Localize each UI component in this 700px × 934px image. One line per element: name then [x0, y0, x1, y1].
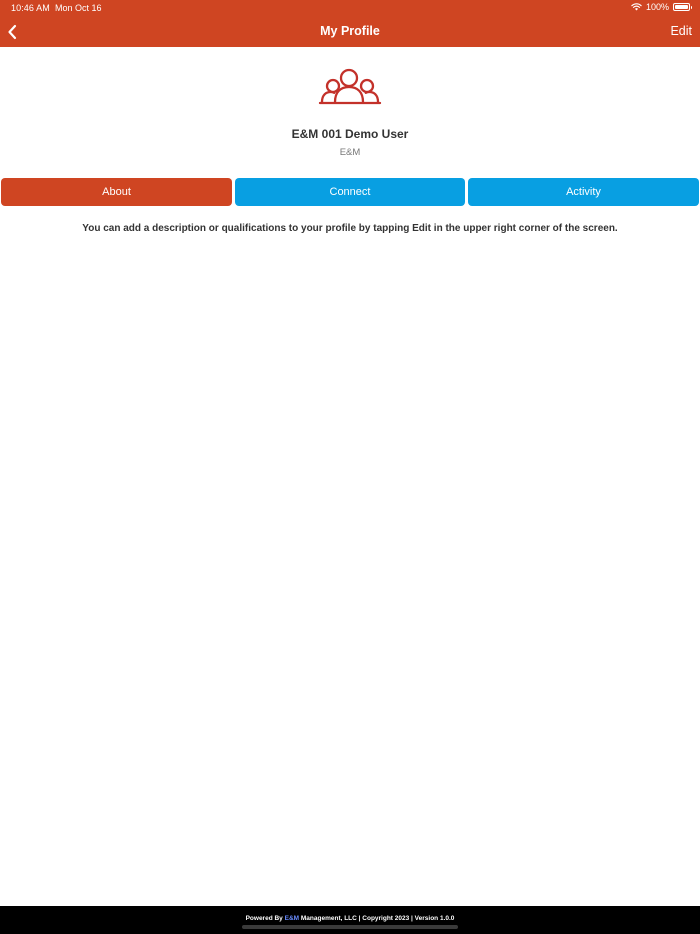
users-group-icon [318, 66, 382, 110]
battery-percent: 100% [645, 2, 669, 12]
footer-company-rest: Management, LLC | Copyright 2023 | Version 1.0.0 [300, 915, 455, 922]
status-date: Mon Oct 16 [55, 3, 102, 13]
battery-icon [673, 3, 690, 11]
edit-button[interactable]: Edit [670, 24, 692, 38]
tab-about[interactable]: About [1, 178, 232, 206]
status-indicators [631, 2, 690, 12]
page-title: My Profile [320, 24, 380, 38]
status-time: 10:46 AM [11, 3, 50, 13]
tab-activity[interactable]: Activity [468, 178, 699, 206]
profile-name: E&M 001 Demo User [291, 127, 409, 141]
about-description: You can add a description or qualifications to your profile by tapping Edit in the upper right corner of the screen. [82, 223, 618, 234]
tab-connect[interactable]: Connect [235, 178, 465, 206]
wifi-icon [631, 3, 642, 11]
footer [0, 906, 700, 934]
footer-copyright [0, 915, 700, 922]
profile-organization: E&M [339, 147, 361, 158]
footer-powered-by: Powered By [245, 915, 283, 922]
home-indicator[interactable] [242, 925, 458, 929]
top-bar [0, 0, 700, 47]
footer-company-highlight: E&M [284, 915, 300, 922]
